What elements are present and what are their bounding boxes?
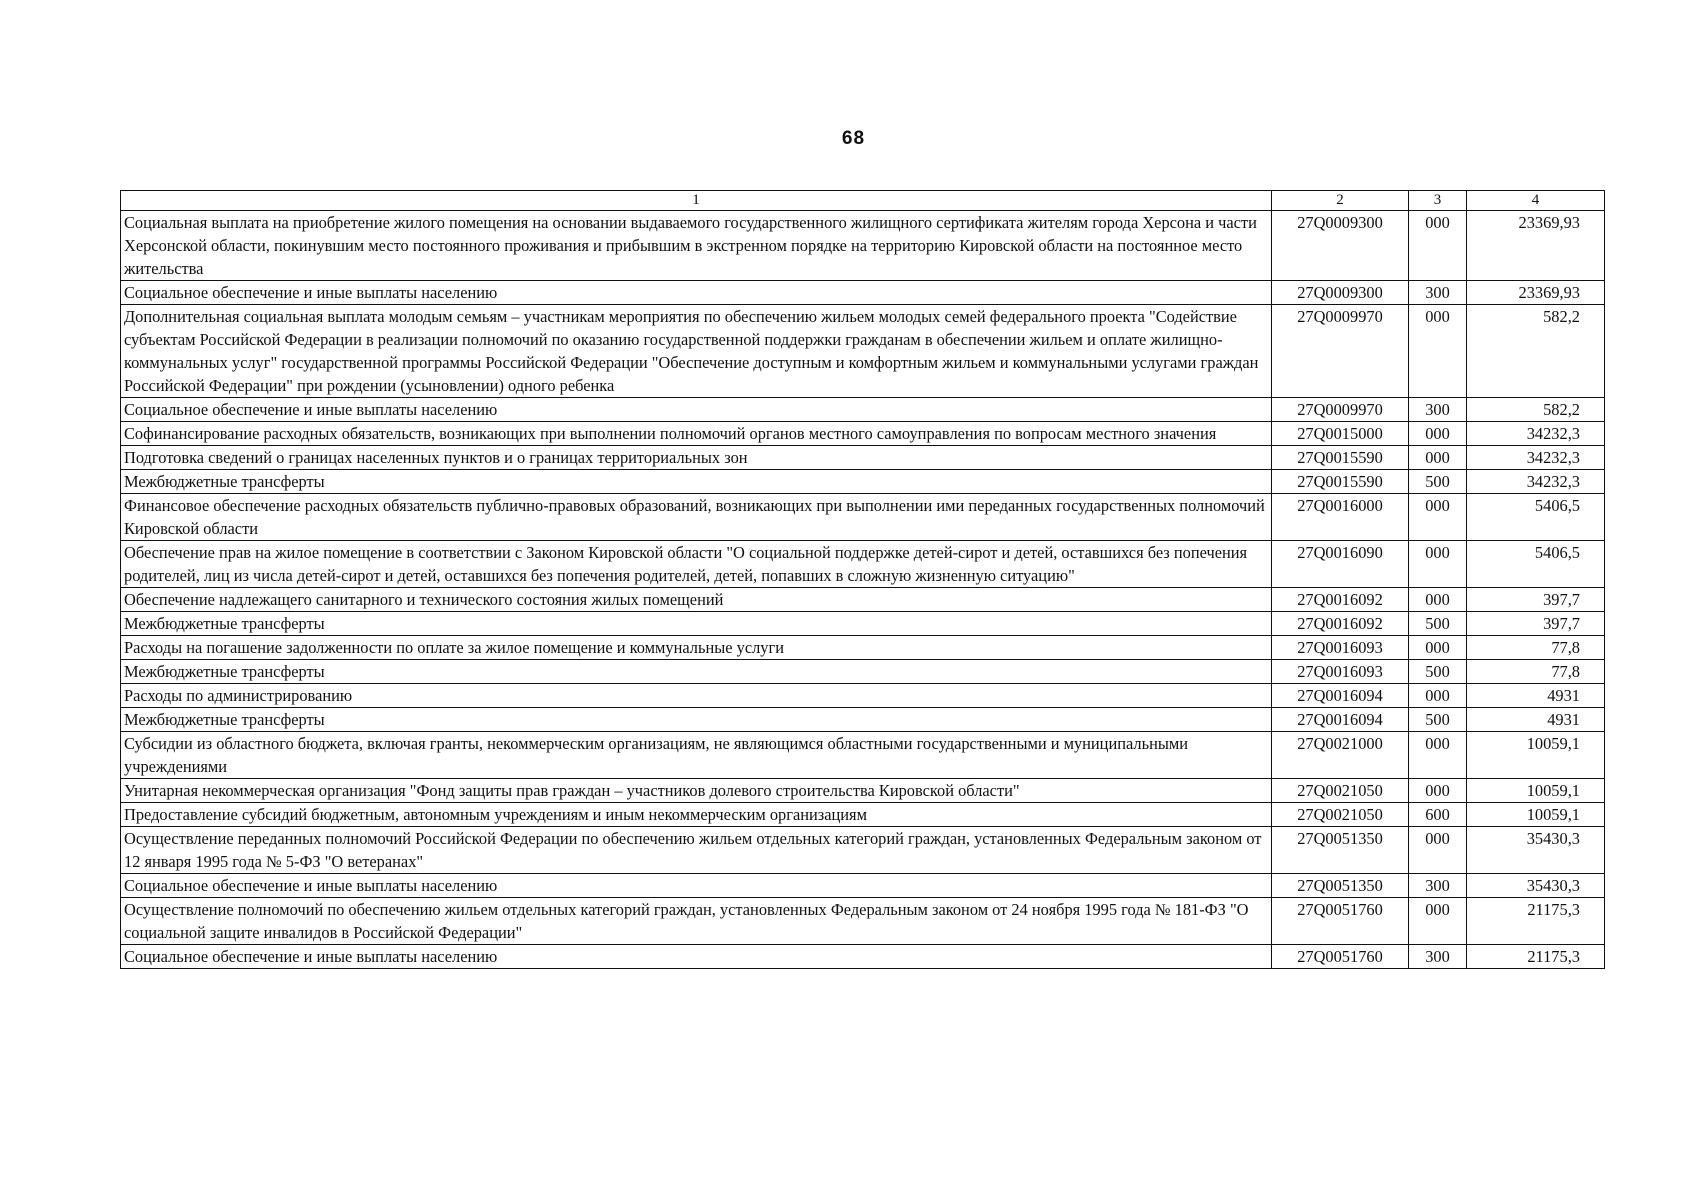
table-row (121, 422, 1605, 446)
target-article-code-cell: 27Q0015590 (1272, 470, 1409, 494)
table-row (121, 827, 1605, 874)
table-row (121, 874, 1605, 898)
table-row (121, 612, 1605, 636)
expense-type-cell: 500 (1409, 708, 1467, 732)
expense-name-cell: Предоставление субсидий бюджетным, автономным учреждениям и иным некоммерческим организациям (121, 803, 1272, 827)
expense-name-cell: Расходы на погашение задолженности по оплате за жилое помещение и коммунальные услуги (121, 636, 1272, 660)
table-row (121, 945, 1605, 969)
expense-type-cell: 000 (1409, 211, 1467, 281)
expense-type-cell: 000 (1409, 827, 1467, 874)
expense-type-cell: 000 (1409, 732, 1467, 779)
target-article-code-cell: 27Q0009300 (1272, 281, 1409, 305)
expense-type-cell: 000 (1409, 494, 1467, 541)
expense-type-cell: 300 (1409, 398, 1467, 422)
expense-type-cell: 000 (1409, 684, 1467, 708)
amount-cell: 21175,3 (1467, 945, 1605, 969)
target-article-code-cell: 27Q0051350 (1272, 874, 1409, 898)
table-row (121, 636, 1605, 660)
expense-type-cell: 000 (1409, 636, 1467, 660)
expense-name-cell: Дополнительная социальная выплата молодым семьям – участникам мероприятия по обеспечению жильем молодых семей федерального проекта "Содействие субъектам Российской Федерации в реализации полномочий по оказанию государственной поддержки гражданам в обеспечении жильем и оплате жилищно-коммунальных услуг" государственной программы Российской Федерации "Обеспечение доступным и комфортным жильем и коммунальными услугами граждан Российской Федерации" при рождении (усыновлении) одного ребенка (121, 305, 1272, 398)
expense-name-cell: Осуществление переданных полномочий Российской Федерации по обеспечению жильем отдельных категорий граждан, установленных Федеральным законом от 12 января 1995 года № 5-ФЗ "О ветеранах" (121, 827, 1272, 874)
table-body (121, 211, 1605, 969)
expense-name-cell: Обеспечение надлежащего санитарного и технического состояния жилых помещений (121, 588, 1272, 612)
header-row (121, 191, 1605, 211)
amount-cell: 582,2 (1467, 398, 1605, 422)
amount-cell: 10059,1 (1467, 732, 1605, 779)
table-row (121, 305, 1605, 398)
expense-name-cell: Субсидии из областного бюджета, включая гранты, некоммерческим организациям, не являющимся областными государственными и муниципальными учреждениями (121, 732, 1272, 779)
budget-table (120, 190, 1605, 969)
table-row (121, 779, 1605, 803)
expense-name-cell: Осуществление полномочий по обеспечению жильем отдельных категорий граждан, установленных Федеральным законом от 24 ноября 1995 года № 181-ФЗ "О социальной защите инвалидов в Российской Федерации" (121, 898, 1272, 945)
amount-cell: 35430,3 (1467, 827, 1605, 874)
table-row (121, 398, 1605, 422)
expense-name-cell: Социальная выплата на приобретение жилого помещения на основании выдаваемого государственного жилищного сертификата жителям города Херсона и части Херсонской области, покинувшим место постоянного проживания и прибывшим в экстренном порядке на территорию Кировской области на постоянное место жительства (121, 211, 1272, 281)
expense-type-cell: 000 (1409, 446, 1467, 470)
target-article-code-cell: 27Q0016093 (1272, 636, 1409, 660)
expense-name-cell: Межбюджетные трансферты (121, 660, 1272, 684)
expense-type-cell: 000 (1409, 898, 1467, 945)
table-row (121, 732, 1605, 779)
amount-cell: 4931 (1467, 684, 1605, 708)
target-article-code-cell: 27Q0051760 (1272, 898, 1409, 945)
expense-type-cell: 000 (1409, 305, 1467, 398)
header-col-4: 4 (1467, 191, 1605, 211)
amount-cell: 397,7 (1467, 612, 1605, 636)
target-article-code-cell: 27Q0051350 (1272, 827, 1409, 874)
table-row (121, 494, 1605, 541)
amount-cell: 34232,3 (1467, 470, 1605, 494)
target-article-code-cell: 27Q0016094 (1272, 708, 1409, 732)
expense-type-cell: 500 (1409, 660, 1467, 684)
expense-type-cell: 000 (1409, 422, 1467, 446)
expense-name-cell: Межбюджетные трансферты (121, 612, 1272, 636)
target-article-code-cell: 27Q0015590 (1272, 446, 1409, 470)
expense-type-cell: 000 (1409, 541, 1467, 588)
amount-cell: 23369,93 (1467, 281, 1605, 305)
target-article-code-cell: 27Q0021000 (1272, 732, 1409, 779)
table-row (121, 708, 1605, 732)
amount-cell: 77,8 (1467, 636, 1605, 660)
header-col-3: 3 (1409, 191, 1467, 211)
expense-type-cell: 300 (1409, 281, 1467, 305)
target-article-code-cell: 27Q0016000 (1272, 494, 1409, 541)
expense-name-cell: Унитарная некоммерческая организация "Фонд защиты прав граждан – участников долевого строительства Кировской области" (121, 779, 1272, 803)
amount-cell: 10059,1 (1467, 803, 1605, 827)
expense-name-cell: Софинансирование расходных обязательств, возникающих при выполнении полномочий органов местного самоуправления по вопросам местного значения (121, 422, 1272, 446)
expense-type-cell: 300 (1409, 874, 1467, 898)
expense-type-cell: 000 (1409, 779, 1467, 803)
expense-type-cell: 500 (1409, 470, 1467, 494)
table-row (121, 898, 1605, 945)
amount-cell: 5406,5 (1467, 541, 1605, 588)
table-row (121, 541, 1605, 588)
amount-cell: 10059,1 (1467, 779, 1605, 803)
target-article-code-cell: 27Q0016090 (1272, 541, 1409, 588)
table-row (121, 588, 1605, 612)
target-article-code-cell: 27Q0009300 (1272, 211, 1409, 281)
target-article-code-cell: 27Q0016092 (1272, 588, 1409, 612)
table-row (121, 211, 1605, 281)
amount-cell: 34232,3 (1467, 446, 1605, 470)
target-article-code-cell: 27Q0016093 (1272, 660, 1409, 684)
target-article-code-cell: 27Q0051760 (1272, 945, 1409, 969)
expense-name-cell: Социальное обеспечение и иные выплаты населению (121, 945, 1272, 969)
amount-cell: 21175,3 (1467, 898, 1605, 945)
amount-cell: 34232,3 (1467, 422, 1605, 446)
expense-name-cell: Финансовое обеспечение расходных обязательств публично-правовых образований, возникающих при выполнении ими переданных государственных полномочий Кировской области (121, 494, 1272, 541)
expense-type-cell: 300 (1409, 945, 1467, 969)
header-col-1: 1 (121, 191, 1272, 211)
expense-name-cell: Социальное обеспечение и иные выплаты населению (121, 398, 1272, 422)
expense-type-cell: 600 (1409, 803, 1467, 827)
amount-cell: 397,7 (1467, 588, 1605, 612)
table-row (121, 660, 1605, 684)
target-article-code-cell: 27Q0021050 (1272, 779, 1409, 803)
table-row (121, 446, 1605, 470)
expense-type-cell: 500 (1409, 612, 1467, 636)
target-article-code-cell: 27Q0016094 (1272, 684, 1409, 708)
table-header (121, 191, 1605, 211)
target-article-code-cell: 27Q0015000 (1272, 422, 1409, 446)
expense-type-cell: 000 (1409, 588, 1467, 612)
target-article-code-cell: 27Q0021050 (1272, 803, 1409, 827)
expense-name-cell: Социальное обеспечение и иные выплаты населению (121, 281, 1272, 305)
expense-name-cell: Обеспечение прав на жилое помещение в соответствии с Законом Кировской области "О социальной поддержке детей-сирот и детей, оставшихся без попечения родителей, лиц из числа детей-сирот и детей, оставшихся без попечения родителей, детей, попавших в сложную жизненную ситуацию" (121, 541, 1272, 588)
expense-name-cell: Социальное обеспечение и иные выплаты населению (121, 874, 1272, 898)
table-row (121, 470, 1605, 494)
amount-cell: 23369,93 (1467, 211, 1605, 281)
target-article-code-cell: 27Q0009970 (1272, 398, 1409, 422)
header-col-2: 2 (1272, 191, 1409, 211)
amount-cell: 4931 (1467, 708, 1605, 732)
expense-name-cell: Расходы по администрированию (121, 684, 1272, 708)
amount-cell: 35430,3 (1467, 874, 1605, 898)
amount-cell: 5406,5 (1467, 494, 1605, 541)
expense-name-cell: Подготовка сведений о границах населенных пунктов и о границах территориальных зон (121, 446, 1272, 470)
expense-name-cell: Межбюджетные трансферты (121, 470, 1272, 494)
target-article-code-cell: 27Q0009970 (1272, 305, 1409, 398)
table-row (121, 803, 1605, 827)
expense-name-cell: Межбюджетные трансферты (121, 708, 1272, 732)
table-row (121, 281, 1605, 305)
amount-cell: 582,2 (1467, 305, 1605, 398)
target-article-code-cell: 27Q0016092 (1272, 612, 1409, 636)
table-row (121, 684, 1605, 708)
amount-cell: 77,8 (1467, 660, 1605, 684)
page-number: 68 (841, 128, 866, 149)
